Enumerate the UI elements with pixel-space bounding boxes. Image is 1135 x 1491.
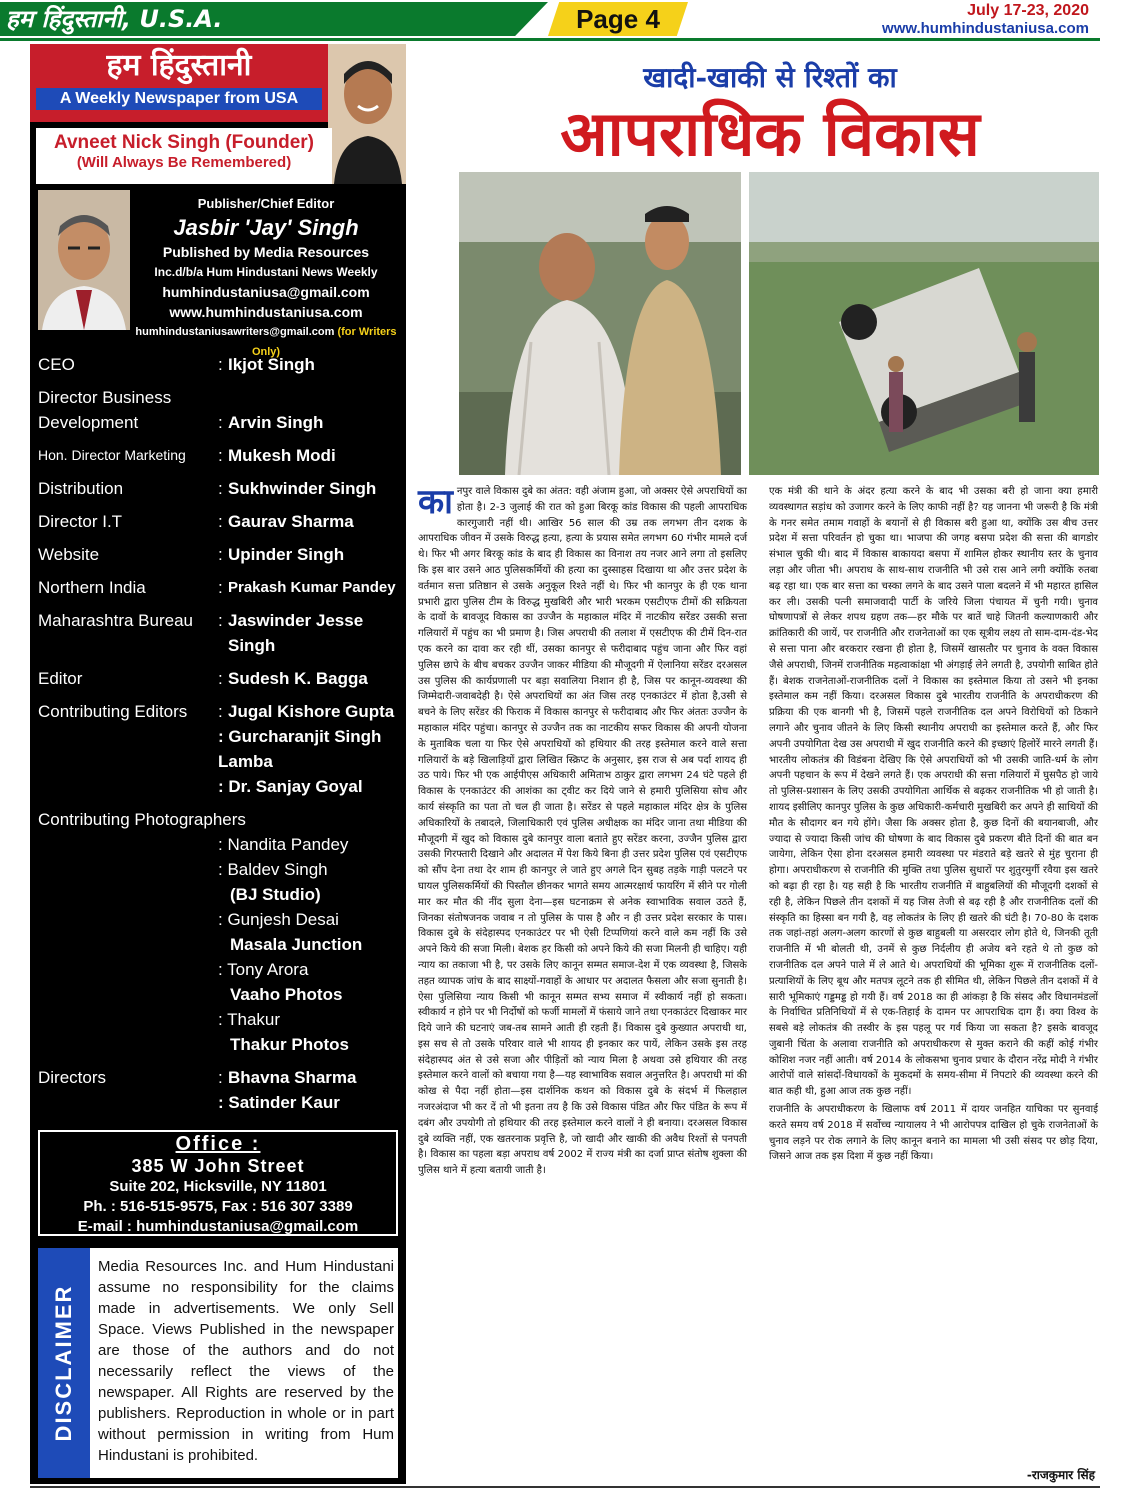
disclaimer-label: DISCLAIMER [51,1284,76,1442]
disclaimer-box [38,1248,398,1478]
staff-name: Upinder Singh [228,545,345,564]
staff-name: Sukhwinder Singh [228,479,377,498]
article-paragraph: एक मंत्री की थाने के अंदर हत्या करने के बाद भी उसका बरी हो जाना क्या हमारी व्यवस्थागत सड़ांध को उजागर करने के लिए काफी नहीं है? यह जानना भी जरूरी है कि मंत्री के गनर समेत तमाम गवाहों के बयानों से ही विकास बरी हुआ था, क्योंकि उस बीच उत्तर प्रदेश में सत्ता परिवर्तन हो चुका था। भाजपा की जगह बसपा प्रदेश की सत्ता की बागडोर संभाल चुकी थी। बाद में विकास बाकायदा बसपा में शामिल होकर स्थानीय स्तर के चुनाव लड़ा और जीता भी। अपराध के साथ-साथ राजनीति भी उसे रास आने लगी क्योंकि रुतबा बढ़ रहा था। एक बार सत्ता का चस्का लगने के बाद उसने पाला बदलने में भी महारत हासिल कर ली। उसकी पत्नी समाजवादी पार्टी के जरिये जिला पंचायत में चुनी गयी। चुनाव घोषणापत्रों से लेकर शपथ ग्रहण तक—हर मौके पर बातें चाहे जितनी कल्याणकारी और क्रांतिकारी की जायें, पर राजनीति और राजनेताओं का एक सूत्रीय लक्ष्य तो साम-दाम-दंड-भेद से सत्ता पाना और बरकरार रखना ही होता है, जिसमें खासतौर पर चुनाव के वक्त विकास जैसे अपराधी, जिनमें राजनीतिक महत्वाकांक्षा भी अंगड़ाई लेने लगती है, उपयोगी साबित होते हैं। बेशक राजनेताओं-राजनीतिक दलों ने विकास का इस्तेमाल किया तो उसने भी इनका इस्तेमाल कम नहीं किया। दरअसल विकास दुबे भारतीय राजनीति के अपराधीकरण की प्रक्रिया की एक बानगी भी है, जिसमें पहले राजनीतिक दल अपने विरोधियों को ठिकाने लगाने और चुनाव जीतने के लिए किसी स्थानीय अपराधी का इस्तेमाल करते हैं, और फिर अपनी उपयोगिता देख उस अपराधी में खुद राजनीति करने की इच्छाएं हिलोरें मारने लगती हैं। भारतीय लोकतंत्र की विडंबना देखिए कि ऐसे अपराधियों को भी उसकी जाति-धर्म के लोग अपनी पहचान के रूप में देखने लगते हैं। एक अपराधी की सत्ता गलियारों में घुसपैठ हो जाये तो पुलिस-प्रशासन के लिए उसकी उपयोगिता आर्थिक से बढ़कर राजनीतिक भी हो जाती है। शायद इसीलिए कानपुर पुलिस के कुछ अधिकारी-कर्मचारी मुखबिरी कर अपने ही साथियों की मौत के सौदागर बन गये होंगे। जैसा कि अक्सर होता है, कुछ दिनों की बयानबाजी, और ज्यादा से ज्यादा किसी जांच की घोषणा के बाद विकास दुबे प्रकरण बीते दिनों की बात बन जायेगा, लेकिन ऐसा होना दरअसल हमारी व्यवस्था पर मंडराते बड़े खतरे से मुंह चुराना ही होगा। अपराधीकरण से राजनीति की मुक्ति तथा पुलिस सुधारों पर शुतुरमुर्गी रवैया इस खतरे को बढ़ा ही रहा है। यह सही है कि भारतीय राजनीति में बाहुबलियों की मौजूदगी दशकों से रही है, लेकिन पिछले तीन दशकों में यह जिस तेजी से बढ़ रही है और राजनीतिक दलों की संस्कृति का हिस्सा बन गयी है, वह लोकतंत्र के लिए ही खतरे की घंटी है। 70-80 के दशक तक जहां-तहां अलग-अलग कारणों से कुछ बाहुबली या असरदार लोग होते थे, जिनकी तूती राजनीति में भी बोलती थी, उनमें से कुछ निर्दलीय ही अजेय बने रहते थे तो कुछ को राजनीतिक दल अपने पाले में ले आते थे। अपराधियों की भूमिका शुरू में राजनीतिक दलों-प्रत्याशियों के लिए बूथ और मतपत्र लूटने तक ही सीमित थी, लेकिन पिछले तीन दशकों में वे सारी भूमिकाएं गड्डमड्ड हो गयी हैं। वर्ष 2018 का ही आंकड़ा है कि संसद और विधानमंडलों के निर्वाचित प्रतिनिधियों में से एक-तिहाई के दामन पर आपराधिक दाग हैं। क्या विश्व के सबसे बड़े लोकतंत्र की तस्वीर के इस पहलू पर गर्व किया जा सकता है? इसके बावजूद जुबानी चिंता के अलावा राजनीति को अपराधीकरण से मुक्त कराने की कहीं कोई गंभीर कोशिश नजर नहीं आती। वर्ष 2014 के लोकसभा चुनाव प्रचार के दौरान नरेंद्र मोदी ने गंभीर आरोपों वाले सांसदों-विधायकों के मुकदमों के समय-सीमा में निपटारे की व्यवस्था करने की बात कही थी, हुआ आज तक कुछ नहीं। [769,486,1098,1098]
contributing-editors-row: Contributing Editors : Jugal Kishore Gupta : Gurcharanjit Singh Lamba : Dr. Sanjay Goyal [38,699,402,799]
founder-name: Avneet Nick Singh (Founder) [53,132,315,153]
office-email[interactable]: E-mail : humhindustaniusa@gmail.com [77,1218,359,1235]
header-brand: हम हिंदुस्तानी, U.S.A. [6,5,223,33]
photographer-studio: (BJ Studio) [230,885,321,904]
masthead-sidebar [30,44,406,1484]
issue-date: July 17-23, 2020 [967,2,1089,19]
staff-row: Editor : Sudesh K. Bagga [38,666,402,691]
directors-label: Directors [38,1068,107,1087]
staff-row: Hon. Director Marketing : Mukesh Modi [38,443,402,468]
published-by: Published by Media Resources [162,244,370,260]
editor-photo [38,190,130,330]
staff-title: Distribution [38,479,124,498]
staff-title: Hon. Director Marketing [38,447,186,463]
article-photo [459,172,1099,475]
drop-cap: का [418,482,453,522]
staff-title: Director I.T [38,512,123,531]
photographers-row [38,807,402,1057]
page-number: Page 4 [576,4,660,34]
founder-tribute: (Will Always Be Remembered) [76,154,292,171]
newspaper-logo [30,44,328,122]
staff-row: Director I.T : Gaurav Sharma [38,509,402,534]
office-title: Office : [175,1133,261,1155]
photographer-studio: Vaaho Photos [230,985,343,1004]
disclaimer-text: Media Resources Inc. and Hum Hindustani assume no responsibility for the claims made in advertisements. We only Sell Space. Views Published in the newspaper are those of the authors and do not necessarily reflect the views of the newspaper. All Rights are reserved by the publishers. Reproduction in whole or in part without permission in writing from Hum Hindustani is prohibited. [98,1258,394,1464]
staff-title: Website [38,545,100,564]
photographer-studio: Masala Junction [230,935,363,954]
photographer: : Gunjesh Desai [218,910,339,929]
staff-title: CEO [38,355,75,374]
staff-name: Ikjot Singh [228,355,315,374]
footer-rule [30,1486,1100,1488]
publisher-block [130,194,402,362]
staff-name: Gaurav Sharma [228,512,354,531]
staff-row: Maharashtra Bureau : Jaswinder Jesse Singh [38,608,402,658]
staff-directory [38,352,402,1123]
disclaimer-label-bar [38,1248,90,1478]
directors-row: Directors : Bhavna Sharma : Satinder Kaur [38,1065,402,1115]
staff-title: Director Business Development [38,388,172,432]
publisher-name: Jasbir 'Jay' Singh [173,215,359,240]
office-address-box [38,1130,398,1236]
contributing-editor: : Gurcharanjit Singh Lamba [218,727,382,771]
article-body [418,484,1098,1466]
writers-email[interactable]: humhindustaniusawriters@gmail.com [135,326,335,338]
writers-note: (for Writers Only) [251,326,397,358]
staff-row: Director Business Development : Arvin Singh [38,385,402,435]
office-phone: Ph. : 516-515-9575, Fax : 516 307 3389 [83,1198,353,1215]
photographer: : Baldev Singh [218,860,328,879]
staff-row: Northern India : Prakash Kumar Pandey [38,575,402,600]
article-byline: -राजकुमार सिंह [1026,1468,1095,1482]
office-suite: Suite 202, Hicksville, NY 11801 [109,1178,327,1195]
photographer: : Tony Arora [218,960,309,979]
header-website-link[interactable]: www.humhindustaniusa.com [882,20,1089,37]
staff-name: Sudesh K. Bagga [228,669,368,688]
staff-title: Northern India [38,578,146,597]
page-header [0,0,1135,42]
photographers-label: Contributing Photographers [38,810,246,829]
staff-name: Jaswinder Jesse Singh [228,611,364,655]
director-name: : Satinder Kaur [218,1093,340,1112]
publisher-email[interactable]: humhindustaniusa@gmail.com [162,284,370,300]
article-kicker: खादी-खाकी से रिश्तों का [643,61,897,94]
photographer-studio: Thakur Photos [230,1035,350,1054]
office-street: 385 W John Street [131,1156,305,1176]
contributing-editor: Jugal Kishore Gupta [228,702,395,721]
publisher-website[interactable]: www.humhindustaniusa.com [169,304,363,320]
founder-banner [36,128,332,184]
staff-row: Distribution : Sukhwinder Singh [38,476,402,501]
logo-subtitle: A Weekly Newspaper from USA [36,88,322,110]
publisher-role: Publisher/Chief Editor [197,196,335,211]
article-paragraph: कानपुर वाले विकास दुबे का अंतत: वही अंजाम हुआ, जो अक्सर ऐसे अपराधियों का होता है। 2-3 जुलाई की रात को हुआ बिरकू कांड विकास की पहली आपराधिक कारगुजारी नहीं थी। आखिर 56 साल की उम्र तक लगभग तीन दशक के आपराधिक जीवन में उसके विरुद्ध हत्या, हत्या के प्रयास समेत लगभग 60 गंभीर मामले दर्ज थे। फिर भी अगर बिरकू कांड के बाद ही विकास का विनाश तय नजर आने लगा तो इसलिए कि इस बार उसने आठ पुलिसकर्मियों की हत्या का दुस्साहस दिखाया था और उत्तर प्रदेश के वर्तमान सत्ता प्रतिष्ठान से उसके अनुकूल रिश्ते नहीं थे। फिर भी कानपुर के ही एक थाना प्रभारी द्वारा पुलिस टीम के विरुद्ध मुखबिरी और भारी भरकम एसटीएफ टीमों की सक्रियता के दावों के बावजूद विकास का उज्जैन के महाकाल मंदिर में नाटकीय सरेंडर उसकी सत्ता गलियारों में पहुंच का भी प्रमाण है। जिस अपराधी की तलाश में एसटीएफ की टीमें दिन-रात एक करने का दावा कर रही थीं, उसका कानपुर से फरीदाबाद पहुंच जाना और फिर वहां पुलिस छापे के बीच बचकर उज्जैन जाकर मीडिया की मौजूदगी में ऐलानिया सरेंडर दरअसल उस पुलिस की कार्यप्रणाली पर बड़ा सवालिया निशान ही है, जिस पर कानून-व्यवस्था की जिम्मेदारी-जवाबदेही है। ऐसे अपराधियों का अंत जिस तरह एनकाउंटर में होता है,उसी से बचने के लिए सरेंडर की फिराक में विकास कानपुर से फरीदाबाद और फिर अंततः उज्जैन के महाकाल मंदिर पहुंचा। कानपुर से उज्जैन तक का नाटकीय सफर विकास की अपनी योजना के मुताबिक चला या फिर ऐसे अपराधियों को हथियार की तरह इस्तेमाल करने वाले सत्ता गलियारों के बड़े खिलाड़ियों द्वारा लिखित स्क्रिप्ट के अनुसार, इस राज से अब पर्दा शायद ही उठ पाये। फिर भी एक आईपीएस अधिकारी अमिताभ ठाकुर द्वारा लगभग 24 घंटे पहले ही विकास के एनकाउंटर की आशंका का ट्वीट कर दिये जाने से हमारी पुलिसिया सोच और कार्य संस्कृति का पता तो चल ही जाता है। सरेंडर से पहले महाकाल मंदिर क्षेत्र के पुलिस अधिकारियों के तबादले, जिलाधिकारी एवं पुलिस अधीक्षक का मंदिर जाना तथा मीडिया की मौजूदगी में खुद को विकास दुबे कानपुर वाला बताते हुए सरेंडर करना, उज्जैन पुलिस द्वारा उसकी गिरफ्तारी दिखाने और अदालत में पेश किये बिना ही उत्तर प्रदेश पुलिस एवं एसटीएफ को सौंप देना तथा देर शाम ही कानपुर ले जाते हुए अगले दिन सुबह तड़के गाड़ी पलटने पर घायल पुलिसकर्मियों की पिस्तौल छीनकर भागते समय आत्मरक्षार्थ फायरिंग में सीने पर गोली मार कर मौत की नींद सुला देना—इस घटनाक्रम से अनेक स्वाभाविक सवाल उठते हैं, जिनका संतोषजनक जवाब न तो पुलिस के पास है और न ही उत्तर प्रदेश सरकार के पास। विकास दुबे के संदेहास्पद एनकाउंटर पर भी ऐसी टिप्पणियां करने वाले कम नहीं कि उसे अपने किये की सजा मिली। बेशक हर किसी को अपने किये की सजा मिलनी ही चाहिए। यही न्याय का तकाजा भी है, पर उसके लिए कानून सम्मत समाज-देश में एक व्यवस्था है, जिसके तहत व्यापक जांच के बाद साक्ष्यों-गवाहों के आधार पर अदालत फैसला और सजा सुनाती है। ऐसा पुलिसिया न्याय किसी भी कानून सम्मत सभ्य समाज में स्वीकार्य नहीं हो सकता। स्वीकार्य न होने पर भी निर्दोषों को फर्जी मामलों में फंसाये जाने तथा एनकाउंटर दिखाकर मार दिये जाने की घटनाएं जब-तब सामने आती ही रहती हैं। विकास दुबे कुख्यात अपराधी था, इस सच से तो उसके परिवार वाले भी शायद ही इनकार कर पायें, लेकिन उसके इस तरह संदेहास्पद अंत से उसे सजा और पीड़ितों को न्याय मिला है अथवा उसे हथियार की तरह इस्तेमाल करने वालों को बचाया गया है—यह स्वाभाविक सवाल अनुत्तरित है। अपराधी मां की कोख से पैदा नहीं होता—इस दार्शनिक कथन को विकास दुबे के संदर्भ में फिलहाल नजरअंदाज भी कर दें तो भी इतना तय है कि उसे विकास पंडित और फिर पंडित के रूप में दबंग और उपयोगी तो हथियार की तरह इस्तेमाल करने वालों ने ही बनाया। दरअसल विकास दुबे व्यक्ति नहीं, एक खतरनाक प्रवृत्ति है, जो खादी और खाकी की अवैध रिश्तों से पनपती है। विकास का पहला बड़ा अपराध वर्ष 2002 में राज्य मंत्री का दर्जा प्राप्त संतोष शुक्ला की पुलिस थाने में हत्या बतायी जाती है। [418,482,747,1177]
company-name: Inc.d/b/a Hum Hindustani News Weekly [154,265,378,279]
staff-row: CEO : Ikjot Singh [38,352,402,377]
staff-row: Website : Upinder Singh [38,542,402,567]
article-paragraph: राजनीति के अपराधीकरण के खिलाफ वर्ष 2011 में दायर जनहित याचिका पर सुनवाई करते समय वर्ष 2018 में सर्वोच्च न्यायालय ने भी आरोपपत्र दाखिल हो चुके राजनेताओं के चुनाव लड़ने पर रोक लगाने के लिए कानून बनाने का मामला भी उसी संसद पर छोड़ दिया, जिसने आज तक इस दिशा में कुछ नहीं किया। [769,1104,1098,1163]
staff-title: Maharashtra Bureau [38,611,193,630]
contributing-editors-label: Contributing Editors [38,702,188,721]
article-headline: आपराधिक विकास [560,97,980,170]
founder-photo [328,44,406,184]
header-rule [0,38,1100,41]
staff-title: Editor [38,669,83,688]
photographer: : Thakur [218,1010,281,1029]
contributing-editor: : Dr. Sanjay Goyal [218,777,363,796]
director-name: Bhavna Sharma [228,1068,357,1087]
photographer: : Nandita Pandey [218,835,349,854]
staff-name: Prakash Kumar Pandey [228,579,396,596]
logo-title: हम हिंदुस्तानी [106,48,252,83]
staff-name: Mukesh Modi [228,446,336,465]
staff-name: Arvin Singh [228,413,324,432]
